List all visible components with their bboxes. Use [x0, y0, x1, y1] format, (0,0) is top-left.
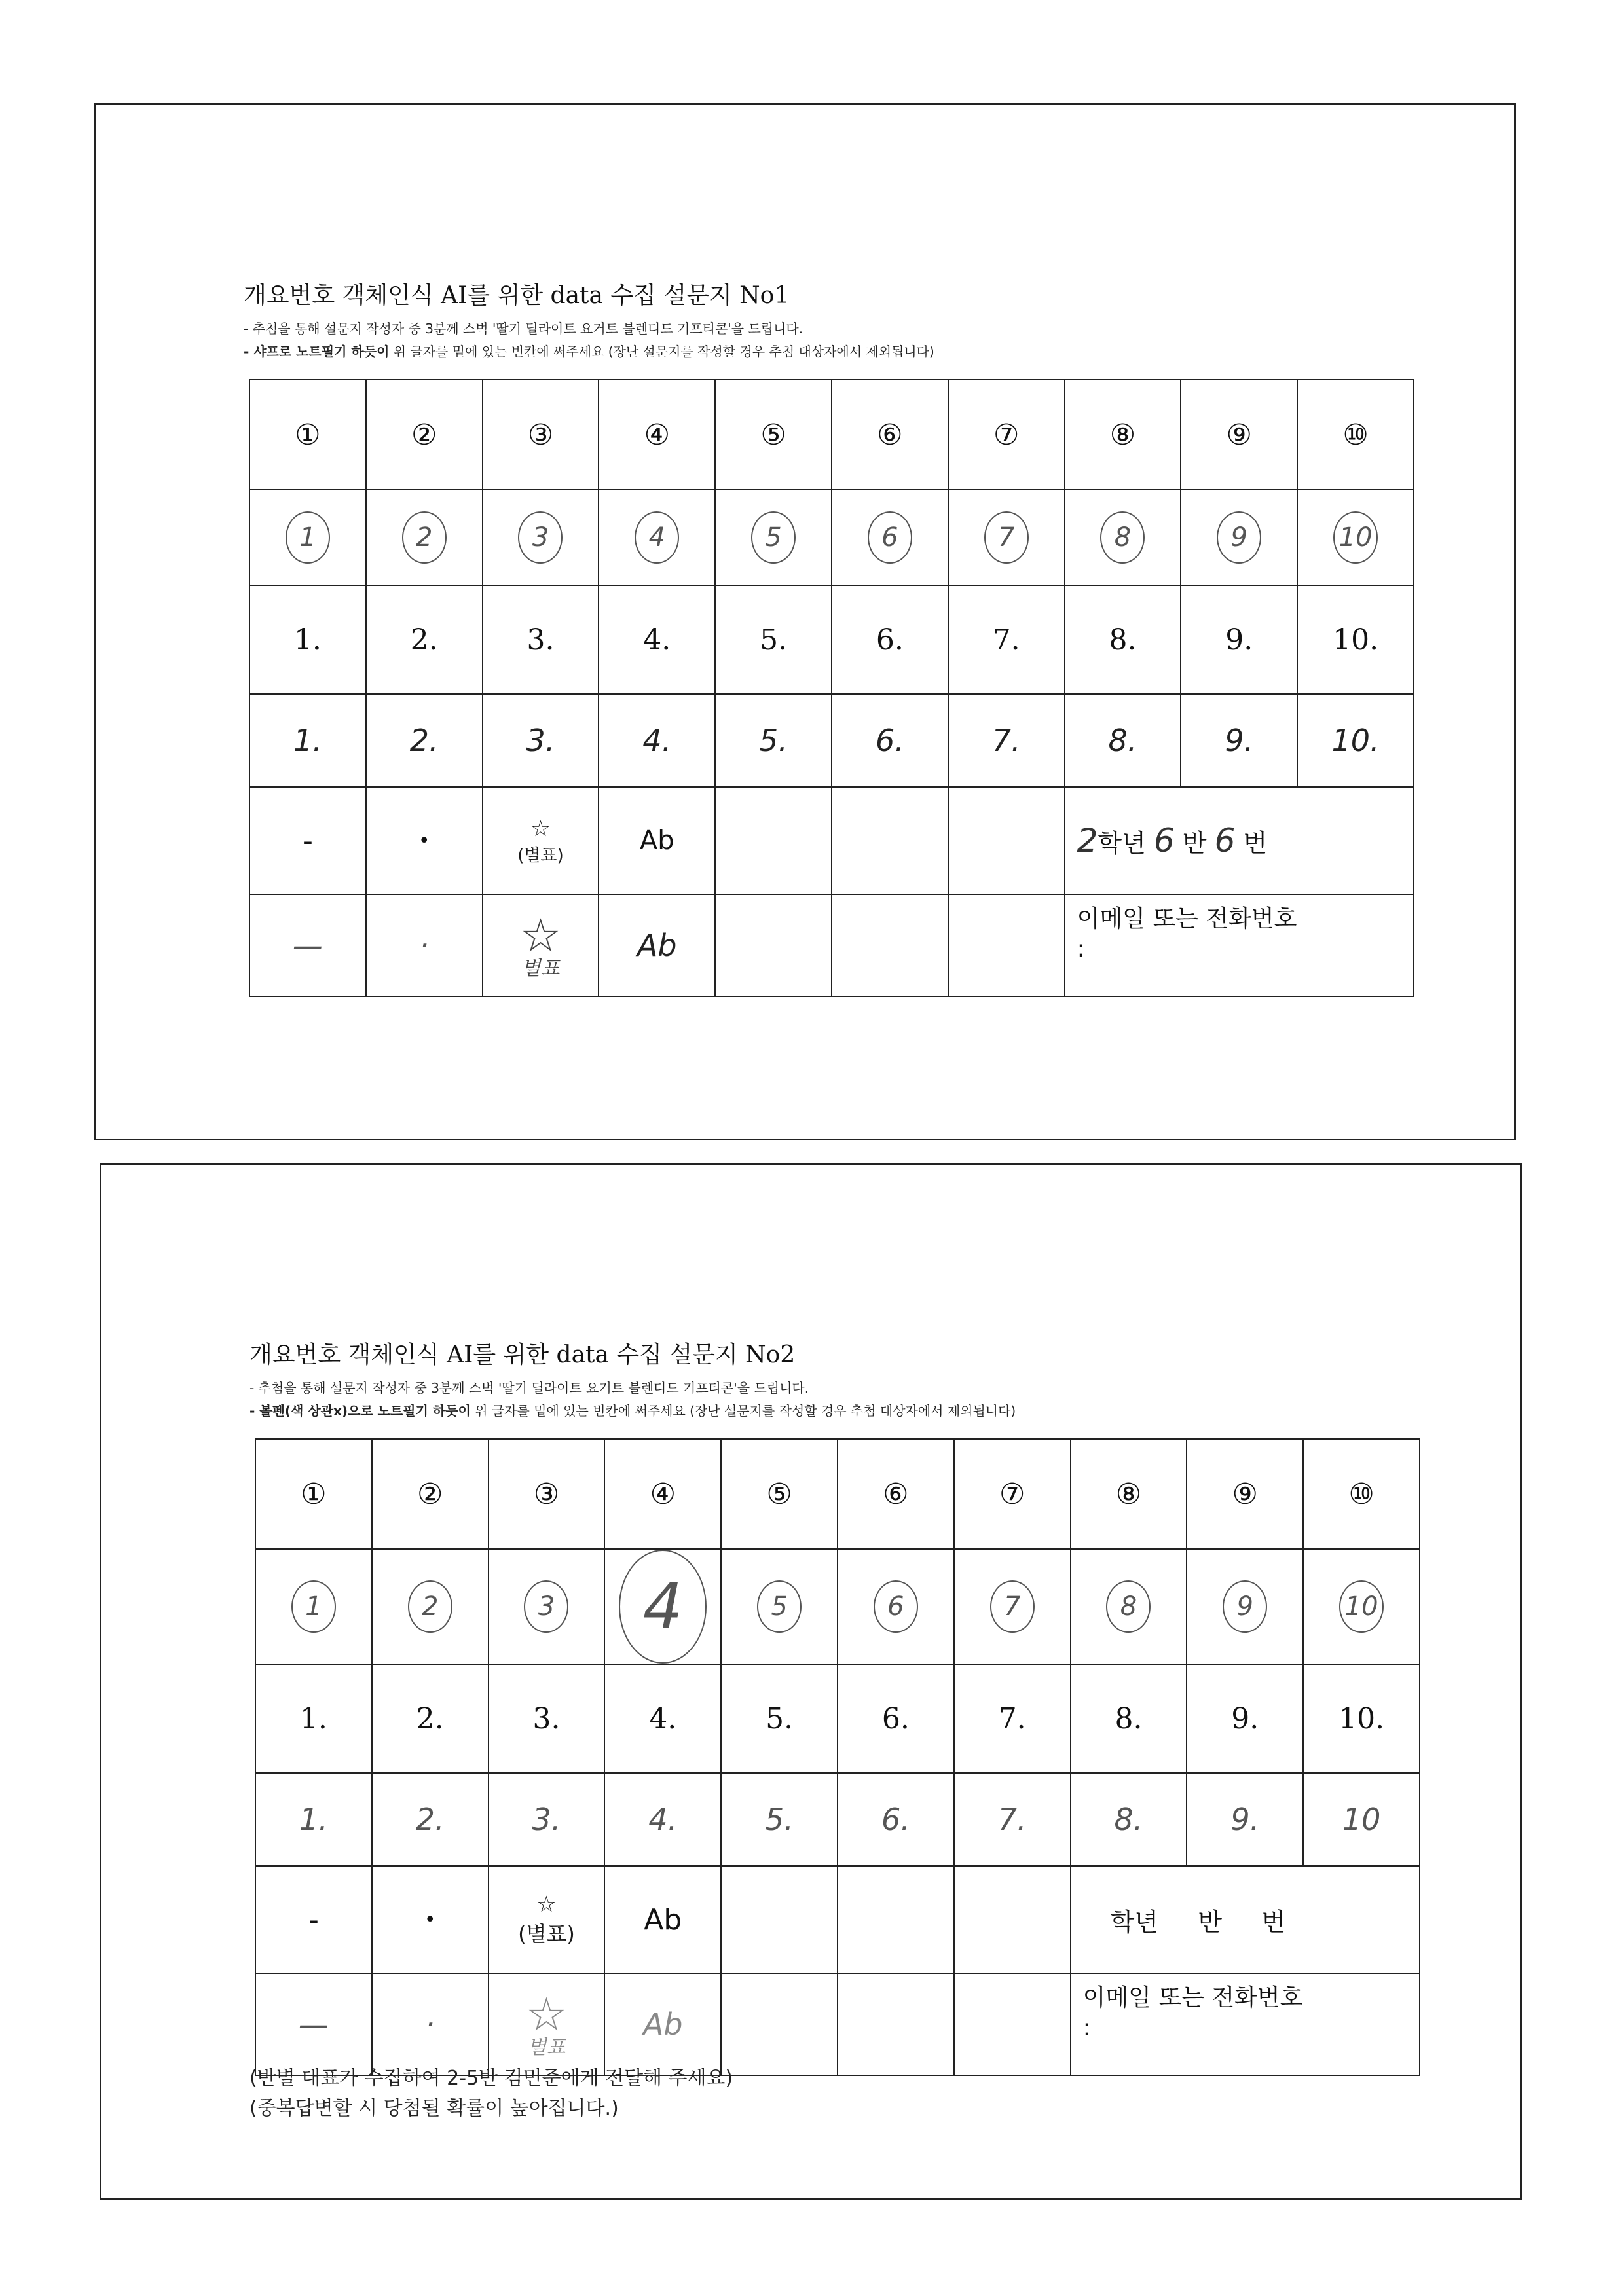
cell-handwritten[interactable]: 5.	[715, 694, 832, 787]
cell-printed: ①	[255, 1439, 372, 1549]
cell-printed: 2.	[372, 1664, 489, 1773]
cell-handwritten[interactable]: 7.	[954, 1773, 1071, 1866]
cell-empty	[954, 1866, 1071, 1973]
cell-printed: ⑩	[1303, 1439, 1420, 1549]
number-label: 번	[1261, 1907, 1286, 1937]
cell-handwritten[interactable]: 3.	[489, 1773, 605, 1866]
cell-empty	[948, 894, 1065, 996]
cell-printed: 7.	[954, 1664, 1071, 1773]
cell-printed: ①	[249, 380, 366, 490]
cell-star	[489, 1866, 605, 1973]
cell-handwritten[interactable]: 6.	[832, 694, 948, 787]
handwritten-circled: 7	[990, 1580, 1035, 1633]
handwritten-circled: 4	[619, 1550, 707, 1664]
survey-title: 개요번호 객체인식 AI를 위한 data 수집 설문지 No2	[249, 1341, 796, 1368]
cell-empty	[838, 1866, 954, 1973]
cell-handwritten[interactable]	[249, 490, 366, 585]
row-circled-handwritten[interactable]	[255, 1549, 1420, 1664]
cell-handwritten-dot[interactable]: ·	[372, 1973, 489, 2075]
cell-handwritten[interactable]: 4.	[599, 694, 715, 787]
cell-handwritten[interactable]	[1303, 1549, 1420, 1664]
handwritten-circled: 1	[291, 1580, 336, 1633]
class-label: 반	[1198, 1907, 1223, 1937]
handwritten-circled: 8	[1106, 1580, 1151, 1633]
email-colon: :	[1077, 936, 1085, 962]
cell-dash: -	[249, 787, 366, 894]
cell-printed: ②	[372, 1439, 489, 1549]
cell-ab: Ab	[604, 1866, 721, 1973]
survey-sheet-1	[94, 103, 1516, 1140]
cell-handwritten[interactable]: 9.	[1181, 694, 1297, 787]
email-label: 이메일 또는 전화번호	[1077, 905, 1297, 932]
class-label: 반	[1182, 829, 1207, 858]
cell-handwritten[interactable]	[366, 490, 483, 585]
cell-handwritten[interactable]	[1297, 490, 1414, 585]
cell-empty	[832, 894, 948, 996]
cell-printed: ④	[599, 380, 715, 490]
class-info-cell[interactable]	[1071, 1866, 1420, 1973]
cell-printed: 10.	[1303, 1664, 1420, 1773]
cell-printed: ⑦	[948, 380, 1065, 490]
cell-handwritten[interactable]: 10.	[1297, 694, 1414, 787]
cell-handwritten[interactable]	[604, 1549, 721, 1664]
cell-printed: ⑨	[1187, 1439, 1303, 1549]
cell-handwritten-ab[interactable]: Ab	[599, 894, 715, 996]
handwritten-circled: 9	[1217, 511, 1261, 564]
cell-printed: ②	[366, 380, 483, 490]
number-label: 번	[1243, 829, 1268, 858]
cell-printed: 1.	[249, 585, 366, 694]
survey-grid	[249, 379, 1414, 997]
handwritten-circled: 6	[874, 1580, 918, 1633]
cell-handwritten[interactable]	[372, 1549, 489, 1664]
survey-note-prize: - 추첨을 통해 설문지 작성자 중 3분께 스벅 '딸기 딜라이트 요거트 블렌디드 기프티콘'을 드립니다.	[244, 321, 803, 337]
cell-handwritten[interactable]	[954, 1549, 1071, 1664]
row-circled-handwritten[interactable]	[249, 490, 1414, 585]
cell-star	[483, 787, 599, 894]
star-icon: ☆	[520, 909, 561, 962]
cell-printed: 6.	[832, 585, 948, 694]
star-handwritten-label: 별표	[527, 2036, 566, 2059]
cell-handwritten[interactable]	[715, 490, 832, 585]
cell-handwritten[interactable]	[1181, 490, 1297, 585]
cell-handwritten[interactable]: 8.	[1065, 694, 1181, 787]
cell-printed: ⑤	[715, 380, 832, 490]
cell-handwritten[interactable]: 10	[1303, 1773, 1420, 1866]
survey-title: 개요번호 객체인식 AI를 위한 data 수집 설문지 No1	[244, 282, 790, 309]
cell-empty	[832, 787, 948, 894]
cell-printed: ⑧	[1065, 380, 1181, 490]
survey-grid	[255, 1438, 1420, 2076]
star-label: (별표)	[517, 845, 564, 866]
row-circled-printed	[249, 380, 1414, 490]
cell-printed: 8.	[1071, 1664, 1187, 1773]
cell-printed: ⑤	[721, 1439, 838, 1549]
survey-note-instruction	[244, 341, 934, 360]
cell-printed: ⑥	[838, 1439, 954, 1549]
handwritten-circled: 10	[1333, 511, 1378, 564]
cell-handwritten[interactable]: 2.	[366, 694, 483, 787]
handwritten-circled: 6	[868, 511, 912, 564]
cell-printed: 2.	[366, 585, 483, 694]
email-cell[interactable]	[1071, 1973, 1420, 2075]
footer-collect-note: (반별 대표가 수집하여 2-5반 김민준에게 전달해 주세요)	[249, 2067, 733, 2090]
cell-handwritten[interactable]	[721, 1549, 838, 1664]
cell-handwritten[interactable]: 7.	[948, 694, 1065, 787]
cell-printed: 3.	[483, 585, 599, 694]
class-info	[1077, 822, 1268, 860]
cell-printed: ④	[604, 1439, 721, 1549]
cell-empty	[721, 1866, 838, 1973]
cell-handwritten[interactable]: 5.	[721, 1773, 838, 1866]
handwritten-circled: 2	[408, 1580, 452, 1633]
row-numbers-printed	[249, 585, 1414, 694]
cell-handwritten-star[interactable]	[483, 894, 599, 996]
cell-printed: 5.	[721, 1664, 838, 1773]
cell-handwritten[interactable]	[255, 1549, 372, 1664]
class-info	[1111, 1908, 1286, 1937]
cell-ab: Ab	[599, 787, 715, 894]
footer-duplicate-note: (중복답변할 시 당첨될 확률이 높아집니다.)	[249, 2097, 619, 2120]
survey-sheet-2	[100, 1163, 1522, 2200]
cell-handwritten[interactable]	[483, 490, 599, 585]
cell-handwritten[interactable]	[838, 1549, 954, 1664]
cell-handwritten[interactable]: 9.	[1187, 1773, 1303, 1866]
row-numbers-handwritten[interactable]	[255, 1773, 1420, 1866]
cell-empty	[715, 787, 832, 894]
cell-handwritten[interactable]: 8.	[1071, 1773, 1187, 1866]
survey-note-prize: - 추첨을 통해 설문지 작성자 중 3분께 스벅 '딸기 딜라이트 요거트 블렌디드 기프티콘'을 드립니다.	[249, 1380, 809, 1396]
cell-printed: ③	[483, 380, 599, 490]
handwritten-circled: 5	[751, 511, 796, 564]
cell-printed: ⑦	[954, 1439, 1071, 1549]
cell-handwritten[interactable]: 2.	[372, 1773, 489, 1866]
cell-printed: ⑧	[1071, 1439, 1187, 1549]
instruction-rest: 위 글자를 밑에 있는 빈칸에 써주세요 (장난 설문지를 작성할 경우 추첨 대상자에서 제외됩니다)	[389, 344, 934, 359]
email-colon: :	[1082, 2014, 1091, 2041]
cell-printed: 10.	[1297, 585, 1414, 694]
cell-handwritten-dash[interactable]: —	[249, 894, 366, 996]
row-numbers-printed	[255, 1664, 1420, 1773]
grade-label: 학년	[1098, 829, 1146, 858]
cell-printed: 9.	[1181, 585, 1297, 694]
cell-handwritten[interactable]	[1065, 490, 1181, 585]
cell-handwritten[interactable]	[832, 490, 948, 585]
row-symbols-printed	[255, 1866, 1420, 1973]
star-icon: ☆	[536, 1891, 557, 1918]
cell-printed: ⑨	[1181, 380, 1297, 490]
cell-printed: 4.	[599, 585, 715, 694]
cell-printed: 4.	[604, 1664, 721, 1773]
cell-dash: -	[255, 1866, 372, 1973]
cell-handwritten-dot[interactable]: ·	[366, 894, 483, 996]
instruction-bold: - 샤프로 노트필기 하듯이	[244, 344, 390, 359]
cell-printed: 6.	[838, 1664, 954, 1773]
cell-empty	[954, 1973, 1071, 2075]
cell-printed: ③	[489, 1439, 605, 1549]
row-symbols-handwritten[interactable]	[255, 1973, 1420, 2075]
instruction-rest: 위 글자를 밑에 있는 빈칸에 써주세요 (장난 설문지를 작성할 경우 추첨 대상자에서 제외됩니다)	[470, 1403, 1016, 1419]
handwritten-circled: 10	[1339, 1580, 1384, 1633]
cell-empty	[948, 787, 1065, 894]
cell-printed: 1.	[255, 1664, 372, 1773]
instruction-bold: - 볼펜(색 상관x)으로 노트필기 하듯이	[249, 1403, 471, 1419]
cell-empty	[715, 894, 832, 996]
cell-handwritten[interactable]: 6.	[838, 1773, 954, 1866]
cell-handwritten-ab[interactable]: Ab	[604, 1973, 721, 2075]
cell-handwritten[interactable]: 1.	[249, 694, 366, 787]
handwritten-circled: 3	[524, 1580, 568, 1633]
row-symbols-handwritten[interactable]	[249, 894, 1414, 996]
cell-handwritten[interactable]	[1071, 1549, 1187, 1664]
cell-handwritten[interactable]	[599, 490, 715, 585]
cell-printed: ⑥	[832, 380, 948, 490]
row-symbols-printed	[249, 787, 1414, 894]
cell-handwritten[interactable]: 3.	[483, 694, 599, 787]
handwritten-circled: 8	[1100, 511, 1145, 564]
handwritten-circled: 9	[1223, 1580, 1267, 1633]
email-label: 이메일 또는 전화번호	[1082, 1984, 1303, 2011]
cell-dot: •	[366, 787, 483, 894]
cell-printed: 8.	[1065, 585, 1181, 694]
handwritten-circled: 2	[402, 511, 447, 564]
star-handwritten-label: 별표	[521, 957, 560, 980]
grade-label: 학년	[1110, 1907, 1158, 1937]
cell-handwritten[interactable]	[489, 1549, 605, 1664]
email-cell[interactable]	[1065, 894, 1414, 996]
cell-handwritten-star[interactable]	[489, 1973, 605, 2075]
cell-handwritten[interactable]	[948, 490, 1065, 585]
cell-handwritten-dash[interactable]: —	[255, 1973, 372, 2075]
cell-printed: 7.	[948, 585, 1065, 694]
handwritten-circled: 7	[984, 511, 1029, 564]
handwritten-circled: 3	[518, 511, 563, 564]
cell-handwritten[interactable]	[1187, 1549, 1303, 1664]
cell-handwritten[interactable]: 4.	[604, 1773, 721, 1866]
row-circled-printed	[255, 1439, 1420, 1549]
class-handwritten: 6	[1153, 822, 1175, 860]
handwritten-circled: 4	[635, 511, 679, 564]
row-numbers-handwritten[interactable]	[249, 694, 1414, 787]
cell-empty	[838, 1973, 954, 2075]
cell-printed: 9.	[1187, 1664, 1303, 1773]
cell-printed: 5.	[715, 585, 832, 694]
cell-printed: 3.	[489, 1664, 605, 1773]
grade-handwritten: 2	[1077, 822, 1098, 860]
handwritten-circled: 1	[286, 511, 330, 564]
number-handwritten: 6	[1214, 822, 1236, 860]
cell-empty	[721, 1973, 838, 2075]
star-icon: ☆	[530, 815, 551, 842]
star-icon: ☆	[526, 1988, 567, 2041]
cell-handwritten[interactable]: 1.	[255, 1773, 372, 1866]
handwritten-circled: 5	[757, 1580, 802, 1633]
star-label: (별표)	[518, 1922, 575, 1946]
survey-note-instruction	[249, 1400, 1016, 1419]
cell-printed: ⑩	[1297, 380, 1414, 490]
cell-dot: •	[372, 1866, 489, 1973]
class-info-cell[interactable]	[1065, 787, 1414, 894]
